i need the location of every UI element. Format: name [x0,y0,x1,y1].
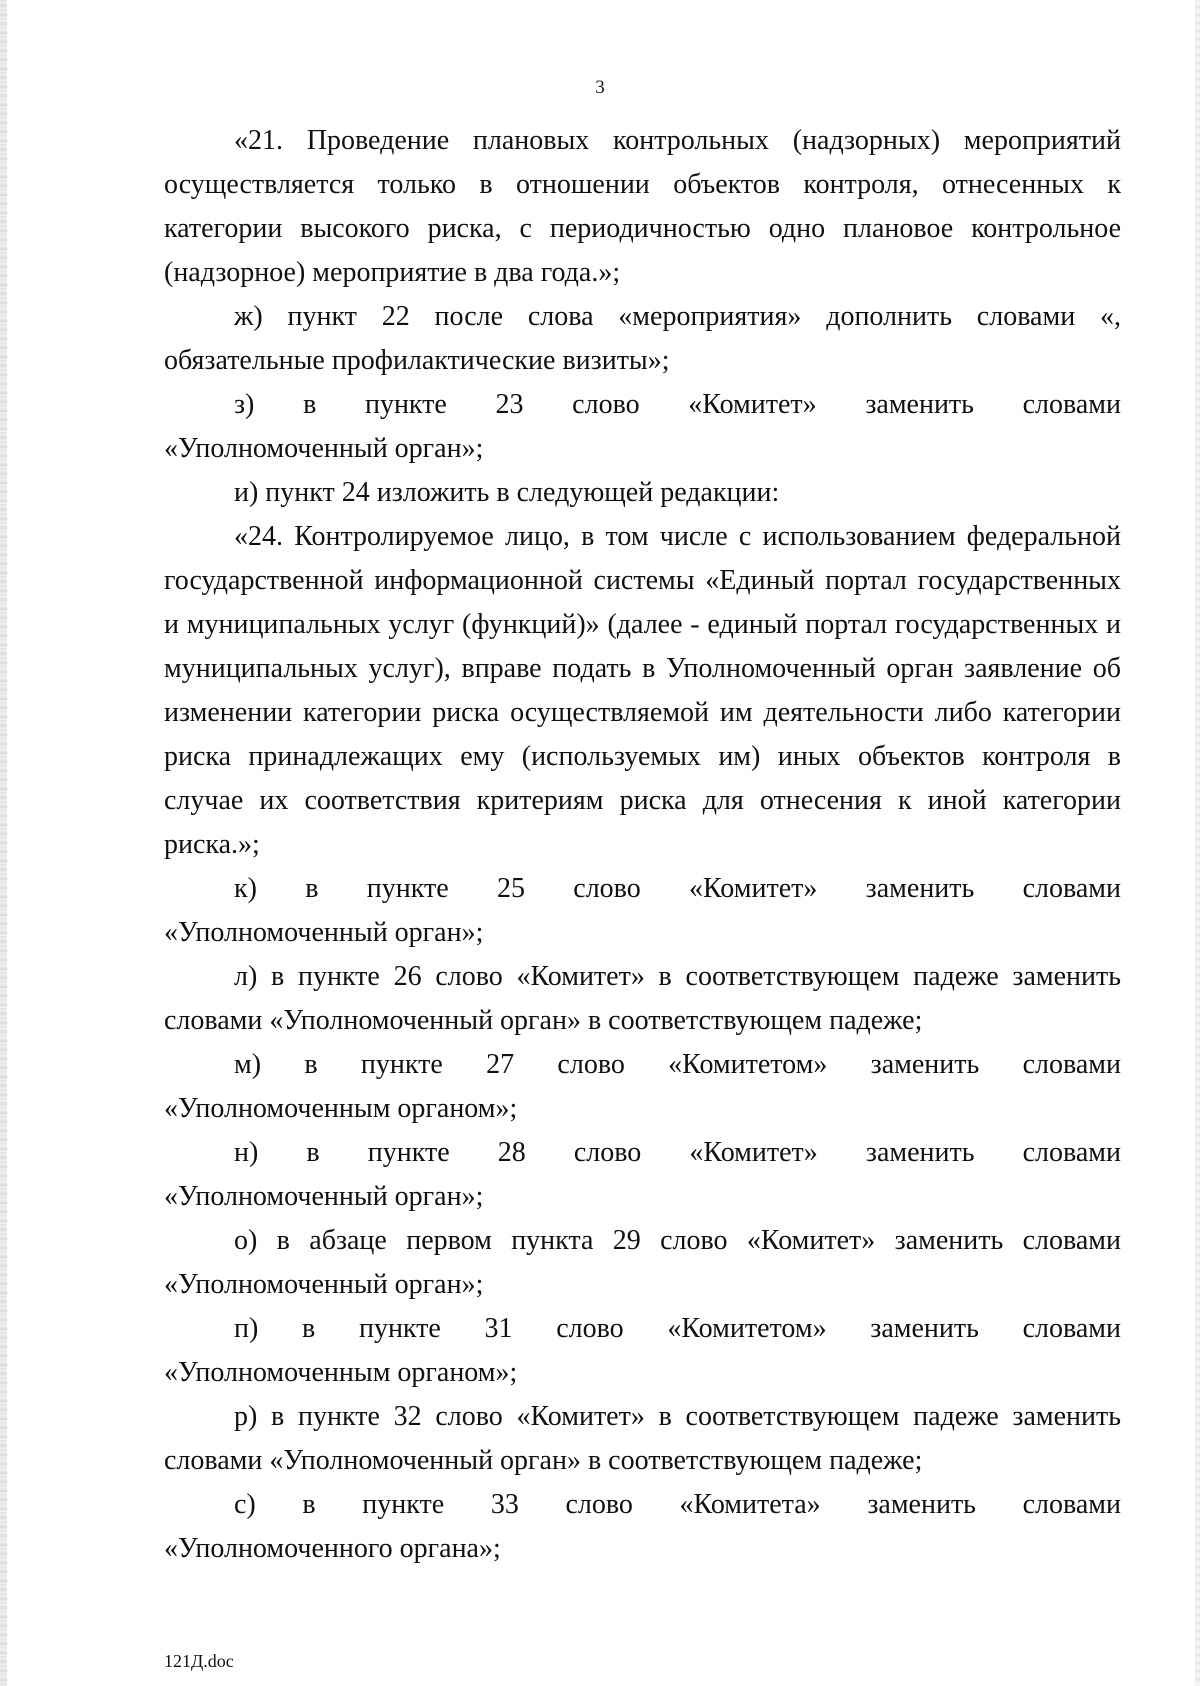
paragraph-z [164,383,1121,471]
paragraph-m-line2: «Уполномоченным органом»; [164,1093,518,1124]
paragraph-s-line1: с) в пункте 33 слово «Комитета» заменить словами [234,1489,1121,1520]
footer-filename: 121Д.doc [164,1651,234,1671]
document-body [164,119,1121,1571]
paragraph-p [164,1307,1121,1395]
paragraph-p-line2: «Уполномоченным органом»; [164,1357,518,1388]
paragraph-k-line1: к) в пункте 25 слово «Комитет» заменить словами [234,873,1121,904]
scan-edge-right [1195,0,1200,1686]
paragraph-n [164,1131,1121,1219]
paragraph-p-line1: п) в пункте 31 слово «Комитетом» заменить словами [234,1313,1121,1344]
paragraph-zh: ж) пункт 22 после слова «мероприятия» дополнить словами «, обязательные профилактические визиты»; [164,301,1121,376]
paragraph-l: л) в пункте 26 слово «Комитет» в соответствующем падеже заменить словами «Уполномоченный орган» в соответствующем падеже; [164,961,1121,1036]
page-number: 3 [595,77,605,98]
paragraph-s [164,1483,1121,1571]
paragraph-n-line2: «Уполномоченный орган»; [164,1181,484,1212]
scan-edge-left [0,0,7,1686]
paragraph-o-line2: «Уполномоченный орган»; [164,1269,484,1300]
paragraph-o-line1: о) в абзаце первом пункта 29 слово «Комитет» заменить словами [234,1225,1121,1256]
paragraph-s-line2: «Уполномоченного органа»; [164,1533,501,1564]
paragraph-n-line1: н) в пункте 28 слово «Комитет» заменить словами [234,1137,1121,1168]
paragraph-21: «21. Проведение плановых контрольных (надзорных) мероприятий осуществляется только в отношении объектов контроля, отнесенных к категории высокого риска, с периодичностью одно плановое контрольное (надзорное) мероприятие в два года.»; [164,125,1121,288]
paragraph-z-line1: з) в пункте 23 слово «Комитет» заменить словами [234,389,1121,420]
paragraph-24: «24. Контролируемое лицо, в том числе с использованием федеральной государственной информационной системы «Единый портал государственных и муниципальных услуг (функций)» (далее - единый портал государственных и муниципальных услуг), вправе подать в Уполномоченный орган заявление об изменении категории риска осуществляемой им деятельности либо категории риска принадлежащих ему (используемых им) иных объектов контроля в случае их соответствия критериям риска для отнесения к иной категории риска.»; [164,521,1121,860]
paragraph-k-line2: «Уполномоченный орган»; [164,917,484,948]
paragraph-o [164,1219,1121,1307]
paragraph-i: и) пункт 24 изложить в следующей редакции: [234,477,780,508]
paragraph-k [164,867,1121,955]
paragraph-m-line1: м) в пункте 27 слово «Комитетом» заменить словами [234,1049,1121,1080]
paragraph-m [164,1043,1121,1131]
paragraph-r: р) в пункте 32 слово «Комитет» в соответствующем падеже заменить словами «Уполномоченный орган» в соответствующем падеже; [164,1401,1121,1476]
paragraph-z-line2: «Уполномоченный орган»; [164,433,484,464]
